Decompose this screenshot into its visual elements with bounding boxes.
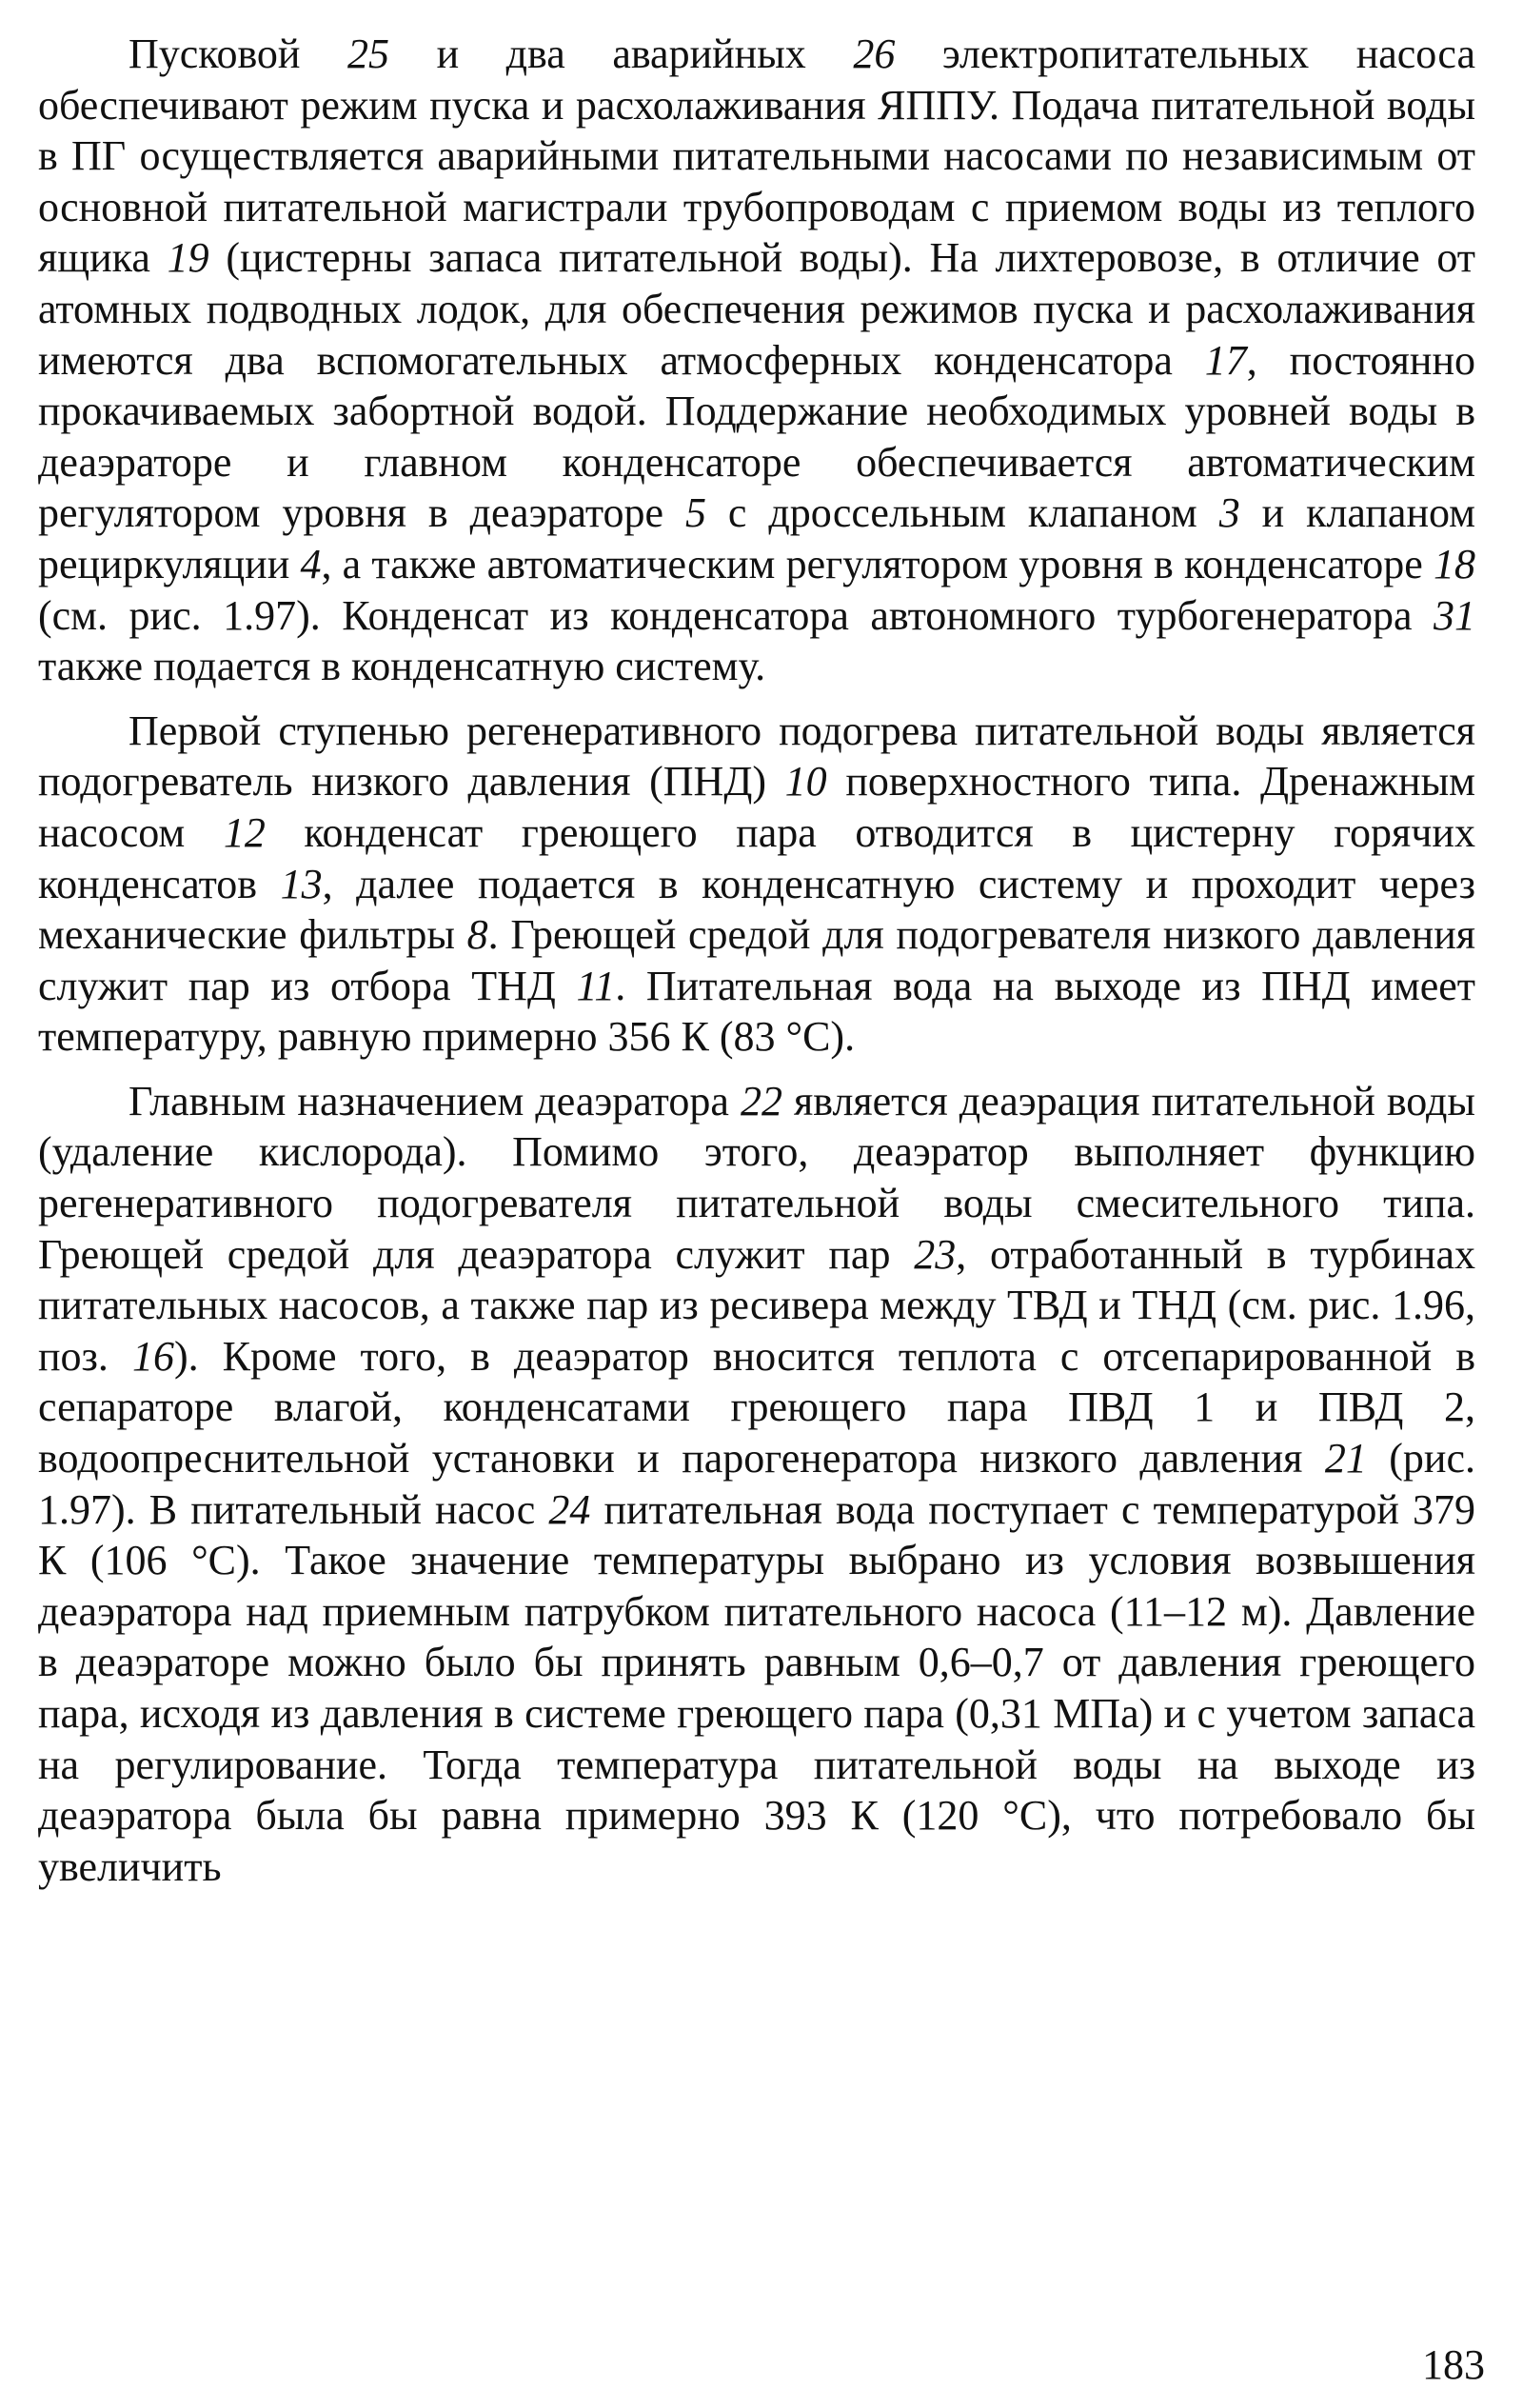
reference-number: 31	[1434, 591, 1475, 639]
reference-number: 18	[1434, 540, 1475, 587]
reference-number: 19	[167, 234, 209, 282]
reference-number: 23	[914, 1230, 957, 1278]
reference-number: 16	[131, 1332, 174, 1380]
reference-number: 17	[1204, 336, 1247, 384]
reference-number: 4	[300, 540, 322, 587]
reference-number: 8	[466, 911, 488, 959]
paragraph: Первой ступенью регенеративного подогрева питательной воды является подогреватель низкого давления (ПНД) 10 поверхностного типа. Дренажным насосом 12 конденсат греющего пара отводится в цистерну горячих конденсатов 13, далее подается в конденсатную систему и проходит через механические фильтры 8. Греющей средой для подогревателя низкого давления служит пар из отбора ТНД 11. Питательная вода на выходе из ПНД имеет температуру, равную примерно 356 К (83 °С).	[38, 706, 1475, 1061]
body-text	[38, 29, 1475, 1892]
reference-number: 10	[784, 758, 827, 806]
paragraph: Главным назначением деаэратора 22 является деаэрация питательной воды (удаление кислорода). Помимо этого, деаэратор выполняет функцию регенеративного подогревателя питательной воды смесительного типа. Греющей средой для деаэратора служит пар 23, отработанный в турбинах питательных насосов, а также пар из ресивера между ТВД и ТНД (см. рис. 1.96, поз. 16). Кроме того, в деаэратор вносится теплота с отсепарированной в сепараторе влагой, конденсатами греющего пара ПВД 1 и ПВД 2, водоопреснительной установки и парогенератора низкого давления 21 (рис. 1.97). В питательный насос 24 питательная вода поступает с температурой 379 К (106 °С). Такое значение температуры выбрано из условия возвышения деаэратора над приемным патрубком питательного насоса (11–12 м). Давление в деаэраторе можно было бы принять равным 0,6–0,7 от давления греющего пара, исходя из давления в системе греющего пара (0,31 МПа) и с учетом запаса на регулирование. Тогда температура питательной воды на выходе из деаэратора была бы равна примерно 393 К (120 °С), что потребовало бы увеличить	[38, 1077, 1476, 1890]
reference-number: 26	[853, 30, 896, 77]
reference-number: 21	[1324, 1435, 1367, 1483]
reference-number: 13	[280, 860, 323, 907]
reference-number: 11	[576, 962, 616, 1009]
reference-number: 3	[1218, 489, 1240, 537]
paragraph: Пусковой 25 и два аварийных 26 электропитательных насоса обеспечивают режим пуска и расхолаживания ЯППУ. Подача питательной воды в ПГ осуществляется аварийными питательными насосами по независимым от основной питательной магистрали трубопроводам с приемом воды из теплого ящика 19 (цистерны запаса питательной воды). На лихтеровозе, в отличие от атомных подводных лодок, для обеспечения режимов пуска и расхолаживания имеются два вспомогательных атмосферных конденсатора 17, постоянно прокачиваемых забортной водой. Поддержание необходимых уровней воды в деаэраторе и главном конденсаторе обеспечивается автоматическим регулятором уровня в деаэраторе 5 с дроссельным клапаном 3 и клапаном рециркуляции 4, а также автоматическим регулятором уровня в конденсаторе 18 (см. рис. 1.97). Конденсат из конденсатора автономного турбогенератора 31 также подается в конденсатную систему.	[38, 30, 1476, 690]
page-number: 183	[1422, 2341, 1485, 2388]
reference-number: 12	[223, 808, 266, 856]
reference-number: 5	[684, 489, 706, 537]
reference-number: 22	[740, 1077, 782, 1124]
reference-number: 25	[347, 30, 390, 77]
reference-number: 24	[548, 1485, 591, 1533]
